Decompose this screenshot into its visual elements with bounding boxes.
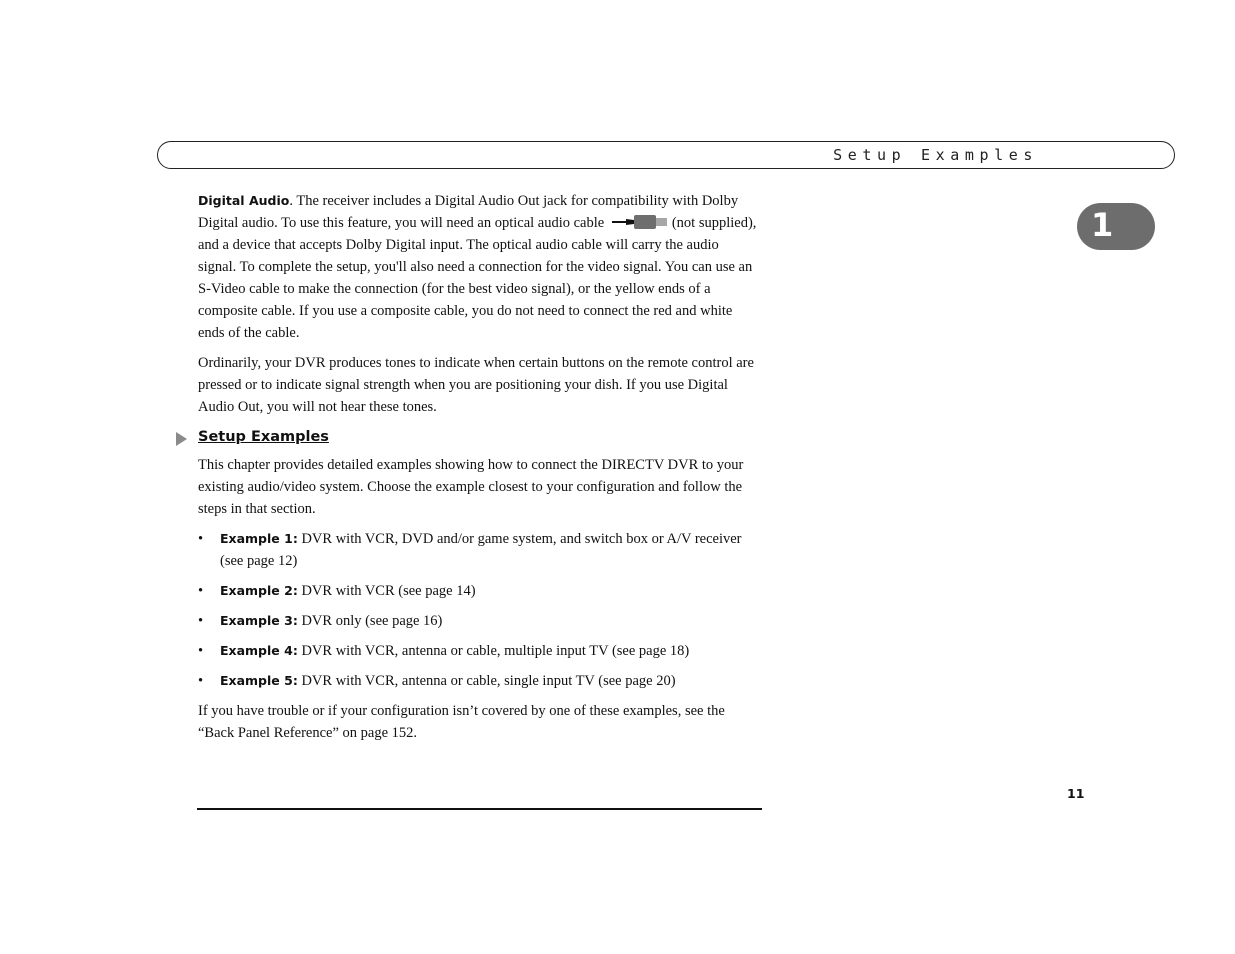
example-list	[198, 528, 760, 692]
list-item	[198, 580, 760, 602]
chapter-number: 1	[1091, 206, 1114, 244]
bullet: •	[198, 531, 204, 547]
footer-rule	[197, 808, 762, 810]
bullet: •	[198, 613, 204, 629]
running-header-title: Setup Examples	[833, 146, 1038, 164]
list-item	[198, 640, 760, 662]
chapter-tab	[1077, 203, 1155, 250]
example-text: DVR with VCR, antenna or cable, multiple input TV (see page 18)	[297, 643, 690, 659]
example-text: DVR only (see page 16)	[297, 613, 443, 629]
bullet: •	[198, 673, 204, 689]
list-item	[198, 610, 760, 632]
tones-paragraph: Ordinarily, your DVR produces tones to indicate when certain buttons on the remote control are pressed or to indicate signal strength when you are positioning your dish. If you use Digital Audio Out, you will not hear these tones.	[198, 355, 754, 415]
section-heading[interactable]	[198, 426, 760, 448]
page-content	[198, 190, 760, 752]
section-intro: This chapter provides detailed examples showing how to connect the DIRECTV DVR to your existing audio/video system. Choose the example closest to your configuration and follow the steps in that section.	[198, 457, 744, 517]
page-number: 11	[1067, 786, 1085, 801]
bullet: •	[198, 643, 204, 659]
closing-paragraph: If you have trouble or if your configuration isn’t covered by one of these examples, see the “Back Panel Reference” on page 152.	[198, 703, 725, 741]
list-item	[198, 528, 760, 572]
digital-audio-lead: Digital Audio	[198, 193, 290, 208]
example-label: Example 5:	[220, 673, 298, 688]
example-text: DVR with VCR, antenna or cable, single input TV (see page 20)	[297, 673, 676, 689]
example-label: Example 2:	[220, 583, 298, 598]
optical-cable-icon	[612, 213, 668, 231]
example-text: DVR with VCR (see page 14)	[297, 583, 476, 599]
example-label: Example 3:	[220, 613, 298, 628]
list-item	[198, 670, 760, 692]
digital-audio-text-2: (not supplied), and a device that accepts Dolby Digital input. The optical audio cable will carry the audio signal. To complete the setup, you'll also need a connection for the video signal. You can use an S-Video cable to make the connection (for the best video signal), or the yellow ends of a composite cable. If you use a composite cable, you do not need to connect the red and white ends of the cable.	[198, 215, 757, 341]
running-header	[157, 141, 1175, 169]
section-heading-text: Setup Examples	[198, 429, 329, 445]
example-text: DVR with VCR, DVD and/or game system, and switch box or A/V receiver (see page 12)	[220, 531, 742, 569]
example-label: Example 4:	[220, 643, 298, 658]
triangle-right-icon	[176, 432, 187, 446]
digital-audio-paragraph	[198, 190, 760, 344]
digital-audio-text-1: . The receiver includes a Digital Audio Out jack for compatibility with Dolby Digital audio. To use this feature, you will need an optical audio cable	[198, 193, 739, 231]
example-label: Example 1:	[220, 531, 298, 546]
bullet: •	[198, 583, 204, 599]
